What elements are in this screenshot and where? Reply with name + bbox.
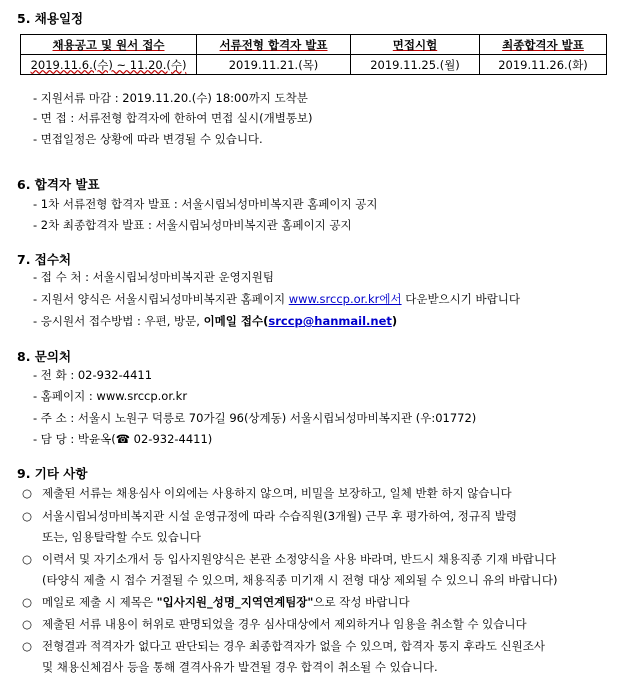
s9-item-cont: (타양식 제출 시 접수 거절될 수 있으며, 채용직종 미기재 시 전형 대상 제외될 수 있으니 유의 바랍니다) [42,573,558,587]
s9-item: ○ 제출된 서류는 채용심사 이외에는 사용하지 않으며, 비밀을 보장하고, 일체 반환 하지 않습니다 [22,486,512,500]
schedule-header-row [21,35,607,55]
s9-item: ○ 전형결과 적격자가 없다고 판단되는 경우 최종합격자가 없을 수 있으며, 합격자 통지 후라도 신원조사 [22,639,545,653]
s9-item: ○ 서울시립뇌성마비복지관 시설 운영규정에 따라 수습직원(3개월) 근무 후 평가하여, 정규직 발령 [22,509,517,523]
schedule-header: 채용공고 및 원서 접수 [21,35,197,55]
schedule-date: 2019.11.26.(화) [480,55,607,75]
s8-item-contact: - 담 당 : 박윤옥(☎ 02-932-4411) [33,432,213,446]
s5-note-interview: - 면 접 : 서류전형 합격자에 한하여 면접 실시(개별통보) [33,111,313,125]
s9-item-email: ○ 메일로 제출 시 제목은 "입사지원_성명_지역연계팀장"으로 작성 바랍니다 [22,595,410,609]
section5-title: 5. 채용일정 [17,11,84,26]
schedule-header: 면접시험 [351,35,480,55]
s6-item-final: - 2차 최종합격자 발표 : 서울시립뇌성마비복지관 홈페이지 공지 [33,218,352,232]
schedule-date: 2019.11.25.(월) [351,55,480,75]
s8-item-homepage: - 홈페이지 : www.srccp.or.kr [33,389,188,403]
s5-note-schedule-change: - 면접일정은 상황에 따라 변경될 수 있습니다. [33,132,263,146]
schedule-date-row [21,55,607,75]
schedule-date: 2019.11.6.(수) ~ 11.20.(수) [21,55,197,75]
s7-item-method: - 응시원서 접수방법 : 우편, 방문, 이메일 접수(srccp@hanmail.net) [33,314,398,328]
homepage-link[interactable]: www.srccp.or.kr에서 [288,292,402,306]
s9-item: ○ 이력서 및 자기소개서 등 입사지원양식은 본관 소정양식을 사용 바라며, 반드시 채용직종 기재 바랍니다 [22,552,557,566]
schedule-header: 최종합격자 발표 [480,35,607,55]
s6-item-first: - 1차 서류전형 합격자 발표 : 서울시립뇌성마비복지관 홈페이지 공지 [33,197,378,211]
s8-item-phone: - 전 화 : 02-932-4411 [33,368,153,382]
section8-title: 8. 문의처 [17,349,72,364]
schedule-table [20,34,607,75]
s9-item: ○ 제출된 서류 내용이 허위로 판명되었을 경우 심사대상에서 제외하거나 임용을 취소할 수 있습니다 [22,617,527,631]
s9-item-cont: 또는, 임용탈락할 수도 있습니다 [42,530,202,544]
schedule-header: 서류전형 합격자 발표 [197,35,351,55]
s7-item-form: - 지원서 양식은 서울시립뇌성마비복지관 홈페이지 www.srccp.or.kr에서 다운받으시기 바랍니다 [33,292,520,306]
section9-title: 9. 기타 사항 [17,466,88,481]
section7-title: 7. 접수처 [17,252,72,267]
email-link[interactable]: srccp@hanmail.net [268,314,392,328]
s9-item-cont: 및 채용신체검사 등을 통해 결격사유가 발견될 경우 합격이 취소될 수 있습니다. [42,660,438,674]
section6-title: 6. 합격자 발표 [17,177,100,192]
s7-item-office: - 접 수 처 : 서울시립뇌성마비복지관 운영지원팀 [33,270,275,284]
s5-note-deadline: - 지원서류 마감 : 2019.11.20.(수) 18:00까지 도착분 [33,91,308,105]
schedule-date: 2019.11.21.(목) [197,55,351,75]
s8-item-address: - 주 소 : 서울시 노원구 덕릉로 70가길 96(상계동) 서울시립뇌성마비복지관 (우:01772) [33,411,477,425]
